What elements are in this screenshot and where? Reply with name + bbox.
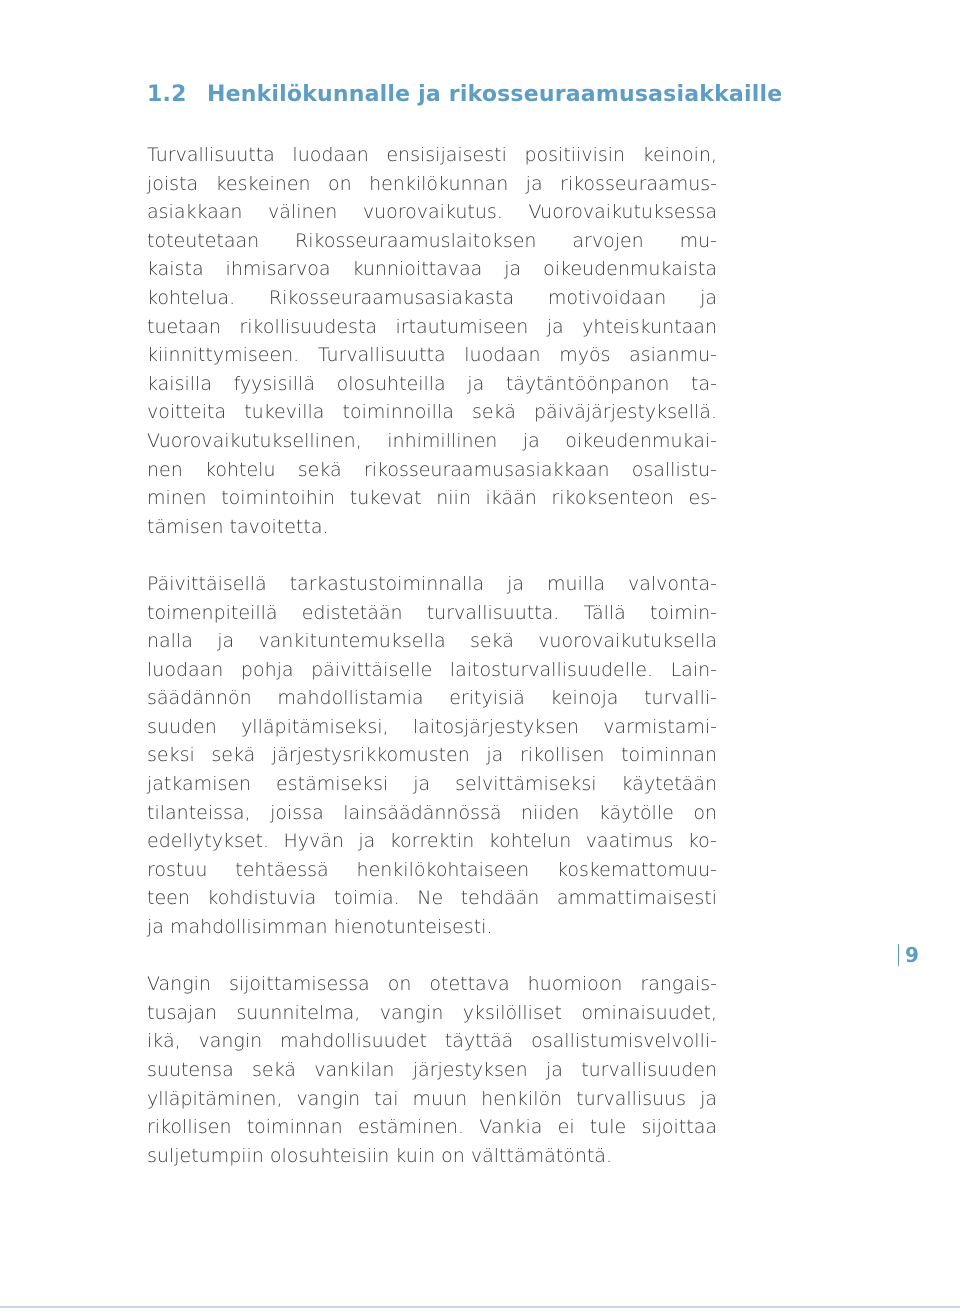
text-line: kiinnittymiseen. Turvallisuutta luodaan myös asianmu- bbox=[147, 344, 717, 367]
text-line: asiakkaan välinen vuorovaikutus. Vuorovaikutuksessa bbox=[147, 201, 717, 224]
text-line: suljetumpiin olosuhteisiin kuin on välttämätöntä. bbox=[147, 1144, 612, 1167]
text-line: ja mahdollisimman hienotunteisesti. bbox=[147, 916, 493, 939]
text-line: toteutetaan Rikosseuraamuslaitoksen arvojen mu- bbox=[147, 229, 717, 252]
text-line: tilanteissa, joissa lainsäädännössä niiden käytölle on bbox=[147, 801, 717, 824]
body-text bbox=[147, 141, 717, 1199]
text-line: edellytykset. Hyvän ja korrektin kohtelun vaatimus ko- bbox=[147, 830, 717, 853]
text-line: Päivittäisellä tarkastustoiminnalla ja muilla valvonta- bbox=[147, 572, 717, 595]
text-line: suuden ylläpitämiseksi, laitosjärjestyksen varmistami- bbox=[147, 715, 717, 738]
text-line: minen toimintoihin tukevat niin ikään rikoksenteon es- bbox=[147, 487, 717, 510]
text-line: tämisen tavoitetta. bbox=[147, 515, 329, 538]
text-line: tuetaan rikollisuudesta irtautumiseen ja yhteiskuntaan bbox=[147, 315, 717, 338]
text-line: kohtelua. Rikosseuraamusasiakasta motivoidaan ja bbox=[147, 286, 717, 309]
text-line: voitteita tukevilla toiminnoilla sekä päiväjärjestyksellä. bbox=[147, 401, 717, 424]
text-line: jatkamisen estämiseksi ja selvittämiseksi käytetään bbox=[147, 773, 717, 796]
text-line: nalla ja vankituntemuksella sekä vuorovaikutuksella bbox=[147, 630, 717, 653]
text-line: suutensa sekä vankilan järjestyksen ja turvallisuuden bbox=[147, 1059, 717, 1081]
section-title: Henkilökunnalle ja rikosseuraamusasiakkaille bbox=[207, 82, 783, 107]
text-line: Vangin sijoittamisessa on otettava huomioon rangais- bbox=[147, 973, 717, 996]
text-line: tusajan suunnitelma, vangin yksilölliset ominaisuudet, bbox=[147, 1001, 717, 1024]
bottom-divider bbox=[0, 1306, 960, 1308]
text-line: Turvallisuutta luodaan ensisijaisesti positiivisin keinoin, bbox=[147, 144, 717, 166]
text-line: kaisilla fyysisillä olosuhteilla ja täytäntöönpanon ta- bbox=[147, 372, 717, 395]
page-number: 9 bbox=[898, 944, 919, 966]
text-line: kaista ihmisarvoa kunnioittavaa ja oikeudenmukaista bbox=[147, 258, 717, 281]
text-line: säädännön mahdollistamia erityisiä keinoja turvalli- bbox=[147, 687, 717, 710]
paragraph-1 bbox=[147, 141, 717, 541]
text-line: toimenpiteillä edistetään turvallisuutta. Tällä toimin- bbox=[147, 601, 717, 624]
text-line: nen kohtelu sekä rikosseuraamusasiakkaan osallistu- bbox=[147, 458, 717, 481]
section-number: 1.2 bbox=[147, 82, 187, 107]
text-line: Vuorovaikutuksellinen, inhimillinen ja oikeudenmukai- bbox=[147, 429, 717, 452]
text-line: rostuu tehtäessä henkilökohtaiseen koskemattomuu- bbox=[147, 858, 717, 881]
paragraph-2 bbox=[147, 570, 717, 942]
paragraph-3 bbox=[147, 970, 717, 1170]
text-line: joista keskeinen on henkilökunnan ja rikosseuraamus- bbox=[147, 172, 717, 195]
text-line: luodaan pohja päivittäiselle laitosturvallisuudelle. Lain- bbox=[147, 658, 717, 681]
text-line: ikä, vangin mahdollisuudet täyttää osallistumisvelvolli- bbox=[147, 1030, 717, 1053]
text-line: rikollisen toiminnan estäminen. Vankia ei tule sijoittaa bbox=[147, 1116, 717, 1139]
text-line: teen kohdistuvia toimia. Ne tehdään ammattimaisesti bbox=[147, 887, 717, 910]
text-line: seksi sekä järjestysrikkomusten ja rikollisen toiminnan bbox=[147, 744, 717, 767]
section-heading bbox=[147, 82, 782, 107]
text-line: ylläpitäminen, vangin tai muun henkilön turvallisuus ja bbox=[147, 1087, 717, 1110]
